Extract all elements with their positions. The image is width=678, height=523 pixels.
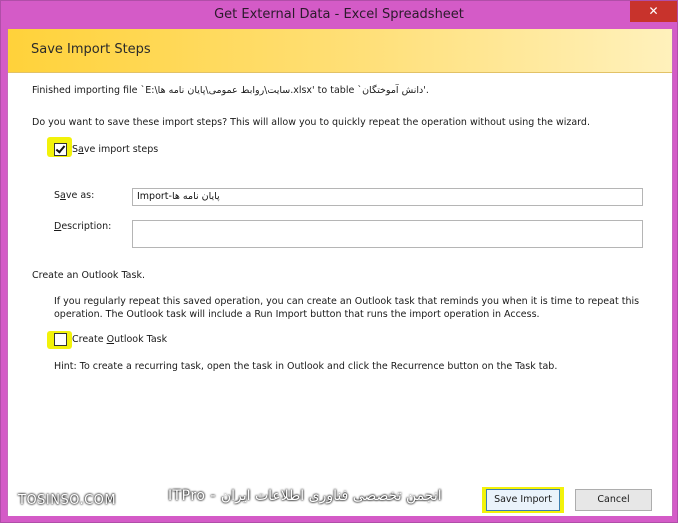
close-icon: ✕ [648,4,659,18]
dialog-content [7,29,673,516]
save-import-button[interactable]: Save Import [486,489,560,511]
create-outlook-task-checkbox[interactable] [54,333,67,346]
watermark-left: TOSINSO.COM [18,493,117,508]
outlook-section-title: Create an Outlook Task. [32,270,145,281]
save-import-steps-checkbox[interactable] [54,143,67,156]
title-bar[interactable] [1,1,677,29]
bottom-border [1,516,677,522]
save-as-input[interactable] [132,188,643,206]
close-button[interactable] [630,1,677,22]
header-band [8,29,672,73]
hint-text: Hint: To create a recurring task, open the task in Outlook and click the Recurrence button on the Task tab. [54,361,558,372]
outlook-description: If you regularly repeat this saved operation, you can create an Outlook task that reminds you when it is time to repeat this operation. The Outlook task will include a Run Import button that runs the import operation in Access. [54,296,640,320]
description-label: Description: [54,221,112,232]
window-title: Get External Data - Excel Spreadsheet [214,7,464,22]
create-outlook-task-label[interactable]: Create Outlook Task [72,334,168,345]
finished-text: Finished importing file `E:\سایت\روابط عمومی\پایان نامه ها.xlsx' to table `دانش آموختگان'. [32,85,429,96]
save-import-steps-label[interactable]: Save import steps [72,144,159,155]
page-title: Save Import Steps [31,42,151,57]
watermark-right: ITPro - انجمن تخصصی فناوری اطلاعات ایران [168,488,442,504]
save-as-label: Save as: [54,190,95,201]
save-as-value: Import-پایان نامه ها [137,191,220,202]
description-input[interactable] [132,220,643,248]
question-text: Do you want to save these import steps? This will allow you to quickly repeat the operation without using the wizard. [32,117,590,128]
cancel-button[interactable]: Cancel [575,489,652,511]
